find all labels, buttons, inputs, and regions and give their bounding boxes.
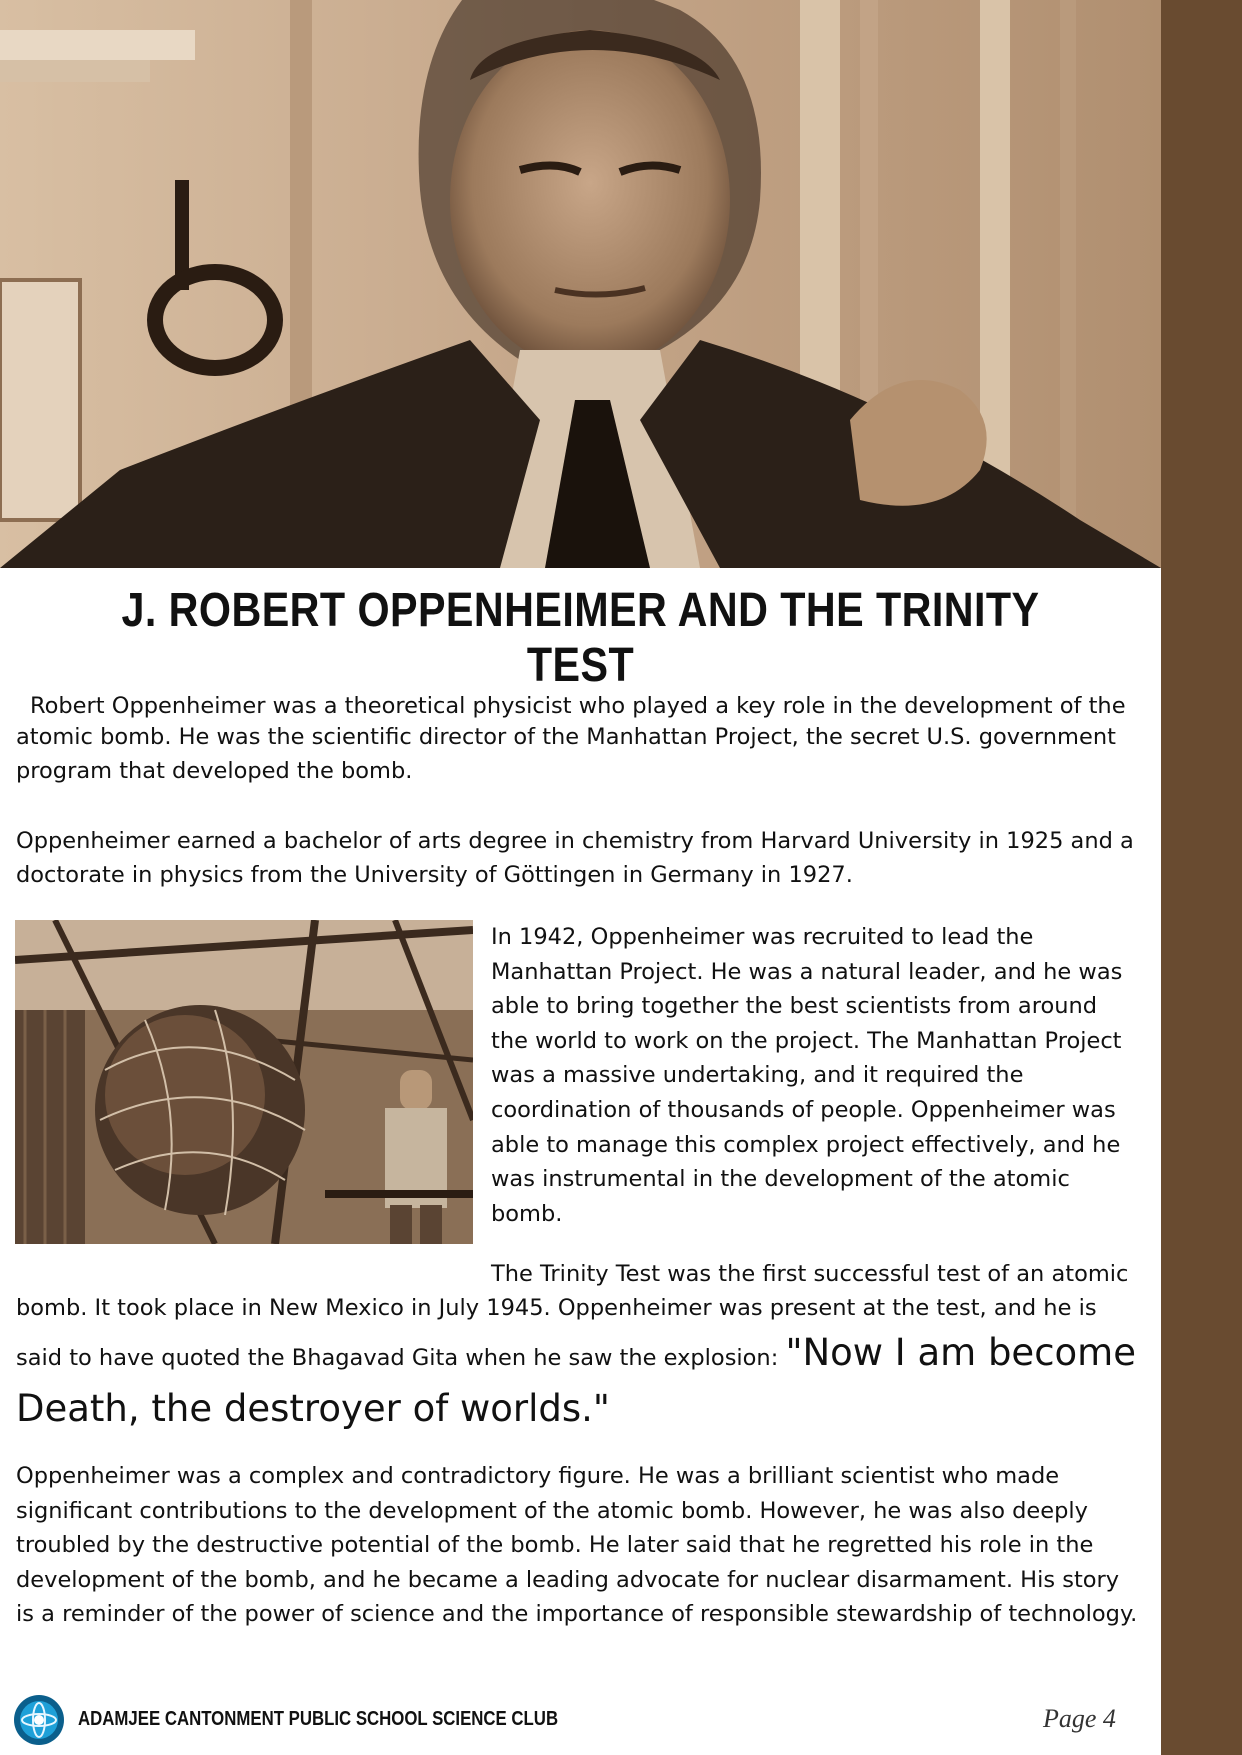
trinity-test-paragraph	[16, 1257, 1144, 1437]
legacy-paragraph: Oppenheimer was a complex and contradictory figure. He was a brilliant scientist who made significant contributions to the development of the atomic bomb. However, he was also deeply troubled by the destructive potential of the bomb. He later said that he regretted his role in the development of the bomb, and he became a leading advocate for nuclear disarmament. His story is a reminder of the power of science and the importance of responsible stewardship of technology.	[16, 1463, 1138, 1628]
page-number: Page 4	[1043, 1704, 1116, 1733]
page-title: J. ROBERT OPPENHEIMER AND THE TRINITY TEST	[121, 584, 1040, 692]
intro-paragraph	[16, 684, 1144, 788]
trinity-test-text: bomb. It took place in New Mexico in July 1945. Oppenheimer was present at the test, and he is said to have quoted the Bhagavad Gita when he saw the explosion:	[16, 1295, 1097, 1371]
side-decor-stripe	[1161, 0, 1242, 1755]
trinity-device-photo	[15, 920, 473, 1244]
intro-paragraph-rest: atomic bomb. He was the scientific director of the Manhattan Project, the secret U.S. government program that developed the bomb.	[16, 724, 1116, 784]
gita-quote: "Now I am become Death, the destroyer of worlds."	[16, 1331, 1136, 1430]
manhattan-project-paragraph: In 1942, Oppenheimer was recruited to lead the Manhattan Project. He was a natural leader, and he was able to bring together the best scientists from around the world to work on the project. The Manhattan Project was a massive undertaking, and it required the coordination of thousands of people. Oppenheimer was able to manage this complex project effectively, and he was instrumental in the development of the atomic bomb.	[491, 924, 1123, 1227]
science-club-logo-icon	[12, 1693, 66, 1747]
oppenheimer-portrait-photo	[0, 0, 1161, 568]
trinity-test-first-line: The Trinity Test was the first successful test of an atomic	[491, 1261, 1129, 1287]
intro-paragraph-line-1: Robert Oppenheimer was a theoretical physicist who played a key role in the development of the	[30, 693, 1126, 719]
education-paragraph: Oppenheimer earned a bachelor of arts degree in chemistry from Harvard University in 1925 and a doctorate in physics from the University of Göttingen in Germany in 1927.	[16, 828, 1134, 888]
school-club-name: ADAMJEE CANTONMENT PUBLIC SCHOOL SCIENCE CLUB	[78, 1708, 559, 1730]
